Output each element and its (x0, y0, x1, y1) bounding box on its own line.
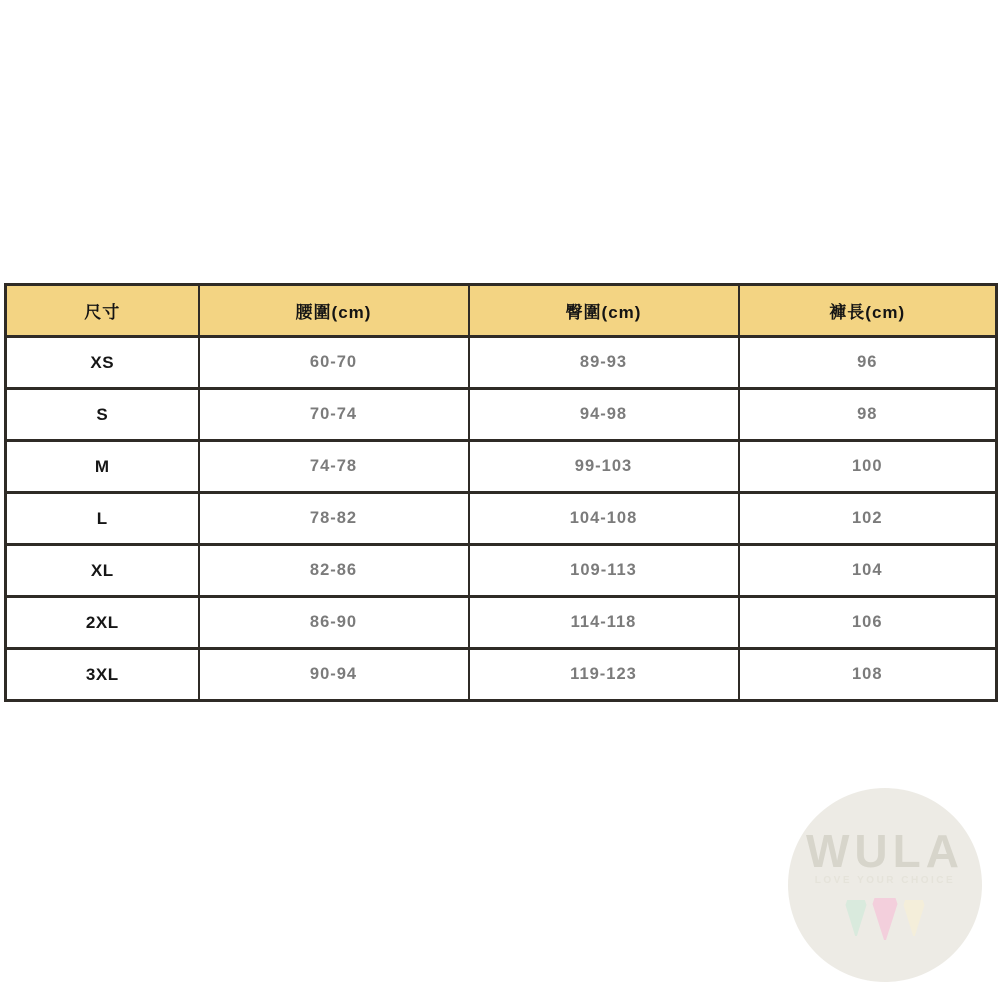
value-cell: 119-123 (469, 649, 739, 701)
brand-slogan: LOVE YOUR CHOICE (814, 875, 956, 886)
brand-logo-text: WULA (806, 825, 964, 877)
size-cell: XS (6, 337, 199, 389)
table-row (6, 545, 997, 597)
column-header-waist: 腰圍(cm) (199, 285, 469, 337)
value-cell: 104-108 (469, 493, 739, 545)
value-cell: 89-93 (469, 337, 739, 389)
brand-watermark (788, 788, 982, 982)
triangle-pink-icon (873, 898, 898, 940)
size-chart-table (4, 283, 998, 702)
header-row (6, 285, 997, 337)
value-cell: 98 (739, 389, 997, 441)
table-row (6, 493, 997, 545)
value-cell: 96 (739, 337, 997, 389)
triangle-cream-icon (904, 900, 925, 936)
value-cell: 74-78 (199, 441, 469, 493)
value-cell: 82-86 (199, 545, 469, 597)
size-chart-header (6, 285, 997, 337)
table-row (6, 337, 997, 389)
table-row (6, 389, 997, 441)
size-cell: S (6, 389, 199, 441)
brand-mark-icon (846, 900, 925, 940)
table-row (6, 441, 997, 493)
table-row (6, 597, 997, 649)
value-cell: 86-90 (199, 597, 469, 649)
size-cell: L (6, 493, 199, 545)
column-header-length: 褲長(cm) (739, 285, 997, 337)
column-header-size: 尺寸 (6, 285, 199, 337)
table-row (6, 649, 997, 701)
value-cell: 108 (739, 649, 997, 701)
value-cell: 106 (739, 597, 997, 649)
value-cell: 114-118 (469, 597, 739, 649)
value-cell: 60-70 (199, 337, 469, 389)
value-cell: 94-98 (469, 389, 739, 441)
size-cell: 3XL (6, 649, 199, 701)
triangle-mint-icon (846, 900, 867, 936)
value-cell: 100 (739, 441, 997, 493)
value-cell: 70-74 (199, 389, 469, 441)
value-cell: 78-82 (199, 493, 469, 545)
size-table-body (6, 337, 997, 701)
column-header-hip: 臀圍(cm) (469, 285, 739, 337)
value-cell: 109-113 (469, 545, 739, 597)
size-cell: 2XL (6, 597, 199, 649)
size-cell: XL (6, 545, 199, 597)
value-cell: 102 (739, 493, 997, 545)
value-cell: 99-103 (469, 441, 739, 493)
size-cell: M (6, 441, 199, 493)
value-cell: 90-94 (199, 649, 469, 701)
value-cell: 104 (739, 545, 997, 597)
